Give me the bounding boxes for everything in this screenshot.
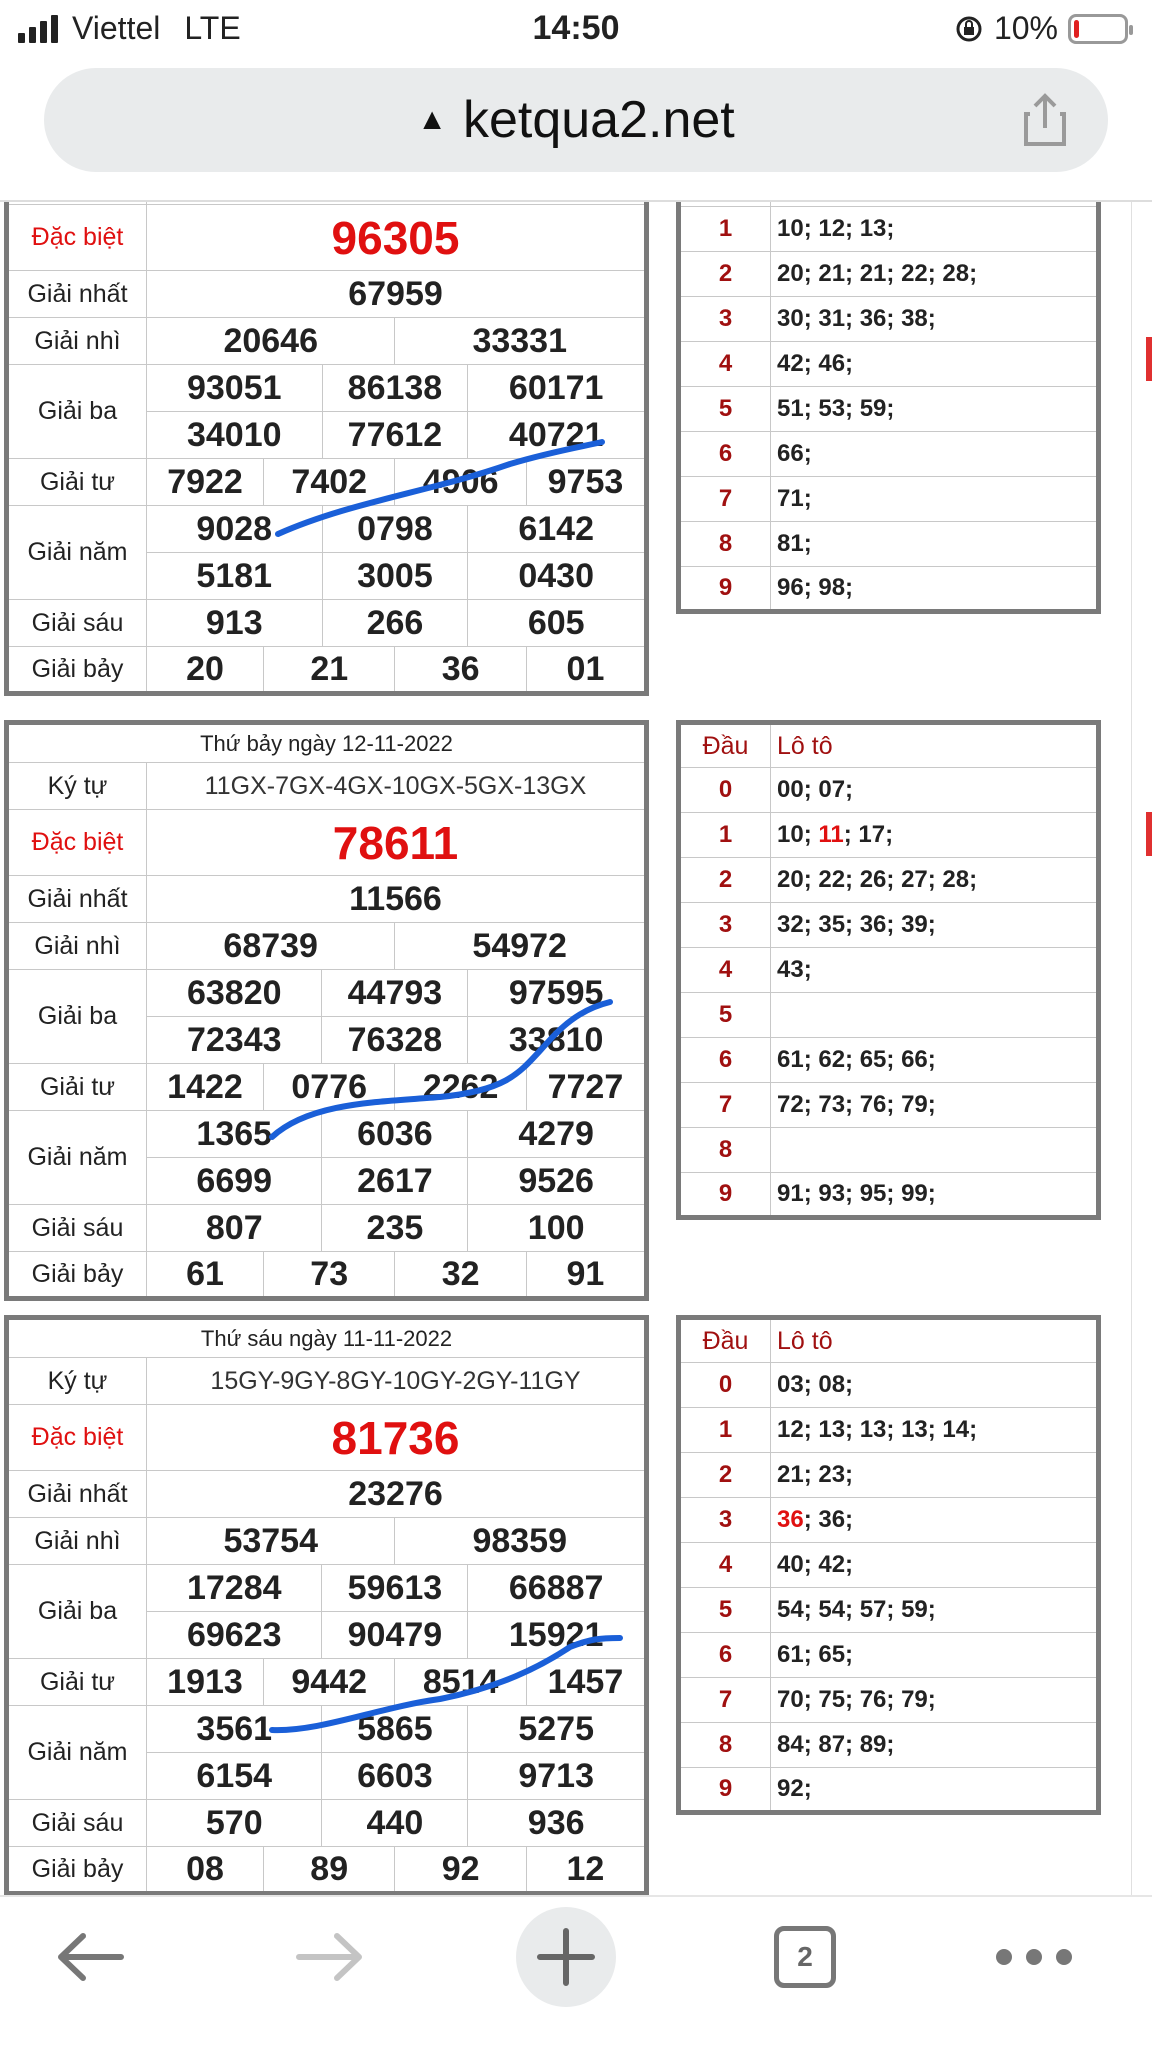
- prize-number: 91: [526, 1252, 646, 1299]
- new-tab-button[interactable]: [516, 1907, 616, 2007]
- prize-number: 40721: [468, 412, 647, 459]
- ky-tu-code: 11GX-7GX-4GX-10GX-5GX-13GX: [147, 763, 647, 810]
- prize-number: 570: [147, 1800, 322, 1847]
- label-first: Giải nhất: [7, 1471, 147, 1518]
- prize-number: 6603: [322, 1753, 468, 1800]
- label-third: Giải ba: [7, 365, 147, 459]
- head-digit: 7: [679, 477, 771, 522]
- forward-button[interactable]: [280, 1897, 380, 2017]
- prize-number: 3561: [147, 1706, 322, 1753]
- prize-number: 9526: [468, 1158, 647, 1205]
- prize-number: 59613: [322, 1565, 468, 1612]
- label-seventh: Giải bảy: [7, 647, 147, 694]
- prize-number: 17284: [147, 1565, 322, 1612]
- prize-number: 33810: [468, 1017, 647, 1064]
- head-digit: 3: [679, 903, 771, 948]
- head-digit: 2: [679, 1453, 771, 1498]
- warning-icon: ▲: [417, 103, 447, 136]
- loto-values: 70; 75; 76; 79;: [771, 1678, 1099, 1723]
- tab-count: 2: [774, 1926, 836, 1988]
- prize-number: 98359: [395, 1518, 647, 1565]
- loto-values: 71;: [771, 477, 1099, 522]
- prize-number: 4906: [395, 459, 526, 506]
- head-digit: 6: [679, 1038, 771, 1083]
- url-text: ketqua2.net: [462, 91, 735, 149]
- head-digit: 6: [679, 1633, 771, 1678]
- prize-number: 266: [322, 600, 468, 647]
- highlight-number: 36: [777, 1506, 804, 1533]
- prize-number: 5865: [322, 1706, 468, 1753]
- prize-number: 72343: [147, 1017, 322, 1064]
- arrow-right-icon: [295, 1932, 365, 1982]
- page-content: [0, 200, 1152, 1895]
- browser-toolbar: [0, 1895, 1152, 2048]
- head-digit: 6: [679, 432, 771, 477]
- prize-number: 0776: [264, 1064, 395, 1111]
- prize-number: 9713: [468, 1753, 647, 1800]
- prize-number: 54972: [395, 923, 647, 970]
- label-fourth: Giải tư: [7, 459, 147, 506]
- prize-number: 61: [147, 1252, 264, 1299]
- loto-values: 20; 22; 26; 27; 28;: [771, 858, 1099, 903]
- label-special: Đặc biệt: [7, 1405, 147, 1471]
- head-digit: 5: [679, 387, 771, 432]
- page-edge: [1131, 202, 1152, 1895]
- result-table-12-11: [4, 720, 649, 1301]
- head-digit: 8: [679, 1723, 771, 1768]
- header-loto: Lô tô: [771, 1318, 1099, 1363]
- head-digit: 1: [679, 813, 771, 858]
- head-digit: 8: [679, 522, 771, 567]
- prize-number: 6154: [147, 1753, 322, 1800]
- prize-number: 20646: [147, 318, 395, 365]
- loto-values: [771, 1128, 1099, 1173]
- address-bar[interactable]: [44, 68, 1108, 172]
- draw-date: Thứ bảy ngày 12-11-2022: [7, 723, 647, 763]
- label-kytu: Ký tự: [7, 1358, 147, 1405]
- loto-values: 12; 13; 13; 13; 14;: [771, 1408, 1099, 1453]
- loto-values: 91; 93; 95; 99;: [771, 1173, 1099, 1218]
- head-digit: 7: [679, 1678, 771, 1723]
- prize-number: 08: [147, 1847, 264, 1894]
- prize-number: 807: [147, 1205, 322, 1252]
- prize-number: 15921: [468, 1612, 647, 1659]
- prize-number: 32: [395, 1252, 526, 1299]
- prize-number: 0430: [468, 553, 647, 600]
- prize-number: 69623: [147, 1612, 322, 1659]
- loto-values: 03; 08;: [771, 1363, 1099, 1408]
- label-sixth: Giải sáu: [7, 600, 147, 647]
- loto-values: 42; 46;: [771, 342, 1099, 387]
- share-icon[interactable]: [1022, 92, 1068, 148]
- prize-number: 90479: [322, 1612, 468, 1659]
- arrow-left-icon: [55, 1932, 125, 1982]
- loto-values: 51; 53; 59;: [771, 387, 1099, 432]
- prize-number: 97595: [468, 970, 647, 1017]
- prize-number: 77612: [322, 412, 468, 459]
- prize-number: 3005: [322, 553, 468, 600]
- label-sixth: Giải sáu: [7, 1205, 147, 1252]
- prize-number: 936: [468, 1800, 647, 1847]
- label-special: Đặc biệt: [7, 810, 147, 876]
- label-fifth: Giải năm: [7, 1111, 147, 1205]
- header-loto: Lô tô: [771, 723, 1099, 768]
- prize-number: 6036: [322, 1111, 468, 1158]
- loto-values: 61; 62; 65; 66;: [771, 1038, 1099, 1083]
- prize-number: 7402: [264, 459, 395, 506]
- prize-number: 36: [395, 647, 526, 694]
- first-prize: 11566: [147, 876, 647, 923]
- prize-number: 21: [264, 647, 395, 694]
- head-digit: 7: [679, 1083, 771, 1128]
- special-prize: 78611: [147, 810, 647, 876]
- battery-percent: 10%: [993, 10, 1058, 46]
- prize-number: 86138: [322, 365, 468, 412]
- head-digit: 2: [679, 252, 771, 297]
- prize-number: 92: [395, 1847, 526, 1894]
- prize-number: 68739: [147, 923, 395, 970]
- plus-icon: [536, 1927, 596, 1987]
- prize-number: 53754: [147, 1518, 395, 1565]
- head-digit: 0: [679, 1363, 771, 1408]
- back-button[interactable]: [40, 1897, 140, 2017]
- first-prize: 23276: [147, 1471, 647, 1518]
- rotation-lock-icon: [954, 14, 984, 44]
- status-bar: [0, 0, 1152, 60]
- label-special: Đặc biệt: [7, 205, 147, 271]
- head-digit: 3: [679, 1498, 771, 1543]
- prize-number: 100: [468, 1205, 647, 1252]
- loto-values: 32; 35; 36; 39;: [771, 903, 1099, 948]
- prize-number: 2262: [395, 1064, 526, 1111]
- loto-values: 54; 54; 57; 59;: [771, 1588, 1099, 1633]
- loto-values: 21; 23;: [771, 1453, 1099, 1498]
- prize-number: 9753: [526, 459, 646, 506]
- prize-number: 605: [468, 600, 647, 647]
- special-prize: 96305: [147, 205, 647, 271]
- loto-values: 66;: [771, 432, 1099, 477]
- prize-number: 440: [322, 1800, 468, 1847]
- highlight-number: 11: [818, 821, 844, 848]
- head-digit: 4: [679, 948, 771, 993]
- label-sixth: Giải sáu: [7, 1800, 147, 1847]
- prize-number: 7727: [526, 1064, 646, 1111]
- loto-values: 61; 65;: [771, 1633, 1099, 1678]
- header-dau: Đầu: [679, 723, 771, 768]
- prize-number: 20: [147, 647, 264, 694]
- head-digit: 4: [679, 342, 771, 387]
- label-first: Giải nhất: [7, 876, 147, 923]
- head-digit: 4: [679, 1543, 771, 1588]
- prize-number: 1422: [147, 1064, 264, 1111]
- prize-number: 73: [264, 1252, 395, 1299]
- loto-table-11-11: [676, 1315, 1101, 1815]
- tabs-button[interactable]: [770, 1897, 840, 2017]
- loto-values: 72; 73; 76; 79;: [771, 1083, 1099, 1128]
- prize-number: 1457: [526, 1659, 646, 1706]
- label-second: Giải nhì: [7, 923, 147, 970]
- label-fourth: Giải tư: [7, 1659, 147, 1706]
- loto-values: 96; 98;: [771, 567, 1099, 612]
- label-second: Giải nhì: [7, 1518, 147, 1565]
- loto-values: 10; 11; 17;: [771, 813, 1099, 858]
- prize-number: 89: [264, 1847, 395, 1894]
- prize-number: 34010: [147, 412, 323, 459]
- head-digit: 2: [679, 858, 771, 903]
- ky-tu-code: 15GY-9GY-8GY-10GY-2GY-11GY: [147, 1358, 647, 1405]
- label-seventh: Giải bảy: [7, 1252, 147, 1299]
- head-digit: 5: [679, 993, 771, 1038]
- header-dau: Đầu: [679, 1318, 771, 1363]
- loto-values: 00; 07;: [771, 768, 1099, 813]
- prize-number: 9028: [147, 506, 323, 553]
- prize-number: 8514: [395, 1659, 526, 1706]
- loto-values: 30; 31; 36; 38;: [771, 297, 1099, 342]
- label-third: Giải ba: [7, 1565, 147, 1659]
- more-dots-icon: [994, 1947, 1074, 1967]
- prize-number: 63820: [147, 970, 322, 1017]
- prize-number: 0798: [322, 506, 468, 553]
- label-second: Giải nhì: [7, 318, 147, 365]
- head-digit: 5: [679, 1588, 771, 1633]
- prize-number: 5181: [147, 553, 323, 600]
- loto-values: 40; 42;: [771, 1543, 1099, 1588]
- first-prize: 67959: [147, 271, 647, 318]
- prize-number: 33331: [395, 318, 647, 365]
- head-digit: 1: [679, 207, 771, 252]
- prize-number: 7922: [147, 459, 264, 506]
- label-third: Giải ba: [7, 970, 147, 1064]
- result-table-11-11: [4, 1315, 649, 1895]
- prize-number: 9442: [264, 1659, 395, 1706]
- loto-values: [771, 993, 1099, 1038]
- prize-number: 12: [526, 1847, 646, 1894]
- loto-values: 36; 36;: [771, 1498, 1099, 1543]
- prize-number: 76328: [322, 1017, 468, 1064]
- loto-values: 81;: [771, 522, 1099, 567]
- prize-number: 1913: [147, 1659, 264, 1706]
- result-table-top: [4, 200, 649, 696]
- prize-number: 93051: [147, 365, 323, 412]
- head-digit: 9: [679, 1173, 771, 1218]
- loto-values: 84; 87; 89;: [771, 1723, 1099, 1768]
- network-type: LTE: [184, 10, 241, 46]
- prize-number: 2617: [322, 1158, 468, 1205]
- more-button[interactable]: [984, 1897, 1084, 2017]
- head-digit: 0: [679, 768, 771, 813]
- prize-number: 913: [147, 600, 323, 647]
- carrier: Viettel: [72, 10, 161, 46]
- prize-number: 1365: [147, 1111, 322, 1158]
- loto-table-top: [676, 200, 1101, 614]
- head-digit: 9: [679, 567, 771, 612]
- label-first: Giải nhất: [7, 271, 147, 318]
- draw-date: Thứ sáu ngày 11-11-2022: [7, 1318, 647, 1358]
- loto-values: 43;: [771, 948, 1099, 993]
- label-kytu: Ký tự: [7, 763, 147, 810]
- head-digit: 8: [679, 1128, 771, 1173]
- prize-number: 6699: [147, 1158, 322, 1205]
- loto-table-12-11: [676, 720, 1101, 1220]
- prize-number: 6142: [468, 506, 647, 553]
- label-fourth: Giải tư: [7, 1064, 147, 1111]
- head-digit: 9: [679, 1768, 771, 1813]
- status-right: [954, 10, 1128, 47]
- clock: 14:50: [532, 9, 620, 47]
- label-fifth: Giải năm: [7, 506, 147, 600]
- head-digit: 3: [679, 297, 771, 342]
- special-prize: 81736: [147, 1405, 647, 1471]
- prize-number: 4279: [468, 1111, 647, 1158]
- prize-number: 44793: [322, 970, 468, 1017]
- prize-number: 66887: [468, 1565, 647, 1612]
- prize-number: 5275: [468, 1706, 647, 1753]
- label-fifth: Giải năm: [7, 1706, 147, 1800]
- loto-values: 10; 12; 13;: [771, 207, 1099, 252]
- label-seventh: Giải bảy: [7, 1847, 147, 1894]
- prize-number: 01: [526, 647, 646, 694]
- loto-values: 20; 21; 21; 22; 28;: [771, 252, 1099, 297]
- prize-number: 60171: [468, 365, 647, 412]
- loto-values: 92;: [771, 1768, 1099, 1813]
- prize-number: 235: [322, 1205, 468, 1252]
- head-digit: 1: [679, 1408, 771, 1453]
- battery-icon: [1068, 14, 1128, 44]
